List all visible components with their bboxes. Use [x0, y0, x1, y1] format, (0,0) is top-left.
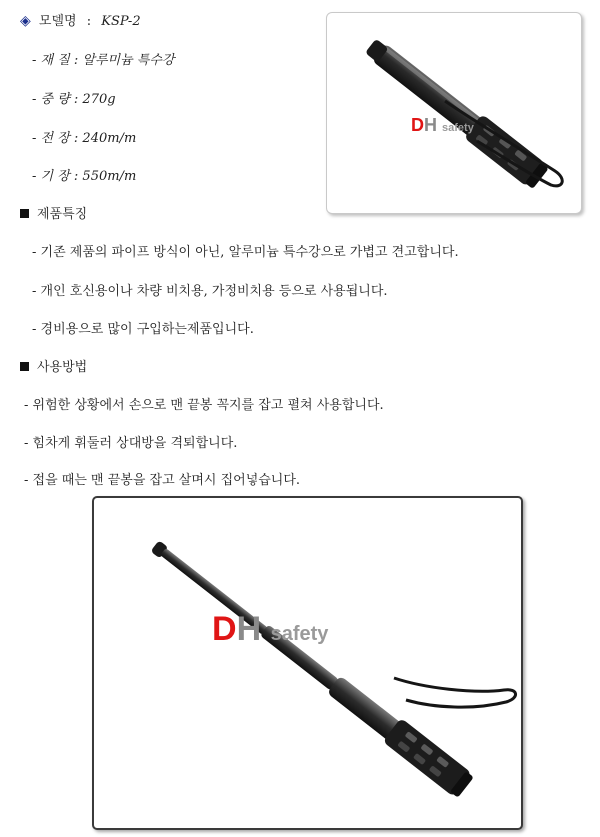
- spec-weight: - 중 량 : 270g: [32, 92, 116, 107]
- usage-item: - 위험한 상황에서 손으로 맨 끝봉 꼭지를 잡고 펼쳐 사용합니다.: [24, 398, 384, 413]
- watermark-safety: safety: [442, 122, 474, 134]
- watermark-letter-d: D: [212, 610, 237, 648]
- square-bullet-icon: [20, 362, 29, 371]
- watermark-letter-h: H: [424, 115, 437, 135]
- model-value: KSP-2: [101, 14, 141, 29]
- watermark-bottom: [212, 610, 328, 649]
- folded-baton-illustration: [327, 13, 582, 214]
- usage-heading-text: 사용방법: [37, 360, 88, 375]
- feature-item: - 기존 제품의 파이프 방식이 아닌, 알루미늄 특수강으로 가볍고 견고합니다.: [32, 245, 459, 260]
- extended-baton-illustration: [94, 498, 523, 830]
- watermark-letter-h: H: [236, 610, 262, 648]
- spec-extended-length: - 기 장 : 550m/m: [32, 169, 137, 184]
- feature-item: - 경비용으로 많이 구입하는제품입니다.: [32, 322, 254, 337]
- model-label: 모델명: [38, 14, 77, 29]
- watermark-safety: safety: [270, 623, 329, 645]
- model-line: [20, 12, 141, 31]
- usage-item: - 힘차게 휘둘러 상대방을 격퇴합니다.: [24, 436, 238, 451]
- usage-item: - 접을 때는 맨 끝봉을 잡고 살며시 집어넣습니다.: [24, 473, 301, 488]
- product-photo-extended: [92, 496, 523, 830]
- square-bullet-icon: [20, 209, 29, 218]
- features-heading-text: 제품특징: [37, 207, 88, 222]
- diamond-bullet-icon: ◈: [20, 13, 31, 29]
- model-separator: :: [86, 14, 92, 29]
- features-heading: [20, 206, 87, 224]
- usage-heading: [20, 359, 87, 377]
- feature-item: - 개인 호신용이나 차량 비치용, 가정비치용 등으로 사용됩니다.: [32, 284, 388, 299]
- spec-folded-length: - 전 장 : 240m/m: [32, 131, 137, 146]
- watermark-top: [411, 115, 474, 136]
- watermark-letter-d: D: [411, 115, 424, 135]
- spec-material: - 재 질 : 알루미늄 특수강: [32, 53, 175, 68]
- product-photo-folded: [326, 12, 582, 214]
